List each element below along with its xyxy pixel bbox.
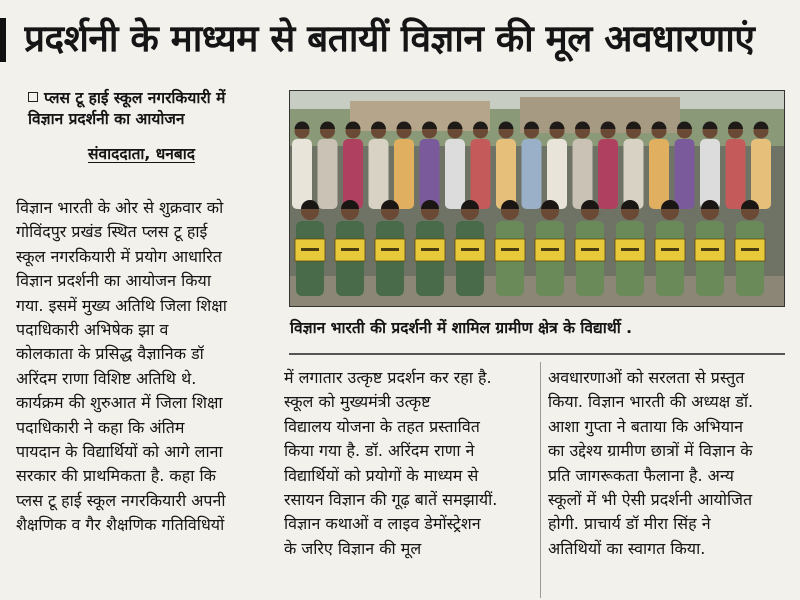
square-bullet-icon — [28, 92, 38, 102]
text-line: का उद्देश्य ग्रामीण छात्रों में विज्ञान के — [548, 441, 753, 461]
text-line: सरकार की प्राथमिकता है. कहा कि — [16, 466, 216, 486]
subhead-line-2: विज्ञान प्रदर्शनी का आयोजन — [28, 110, 185, 128]
text-line: प्रति जागरूकता फैलाना है. अन्य — [548, 465, 734, 485]
text-line: में लगातार उत्कृष्ट प्रदर्शन कर रहा है. — [284, 368, 492, 387]
text-line: के जरिए विज्ञान की मूल — [284, 538, 422, 558]
headline-marker-bar — [0, 18, 6, 62]
subhead-line-1: प्लस टू हाई स्कूल नगरकियारी में — [28, 88, 283, 109]
text-line: विद्यार्थियों को प्रयोगों के माध्यम से — [284, 465, 479, 485]
text-line: किया. विज्ञान भारती की अध्यक्ष डॉ. — [548, 392, 754, 412]
text-line: गया. इसमें मुख्य अतिथि जिला शिक्षा — [16, 295, 227, 315]
text-line: विज्ञान प्रदर्शनी का आयोजन किया — [16, 271, 211, 291]
text-line: विज्ञान कथाओं व लाइव डेमोंस्ट्रेशन — [284, 514, 481, 534]
text-line: अतिथियों का स्वागत किया. — [548, 538, 706, 558]
column-divider — [540, 362, 541, 598]
text-line: विज्ञान भारती के ओर से शुक्रवार को — [16, 198, 224, 217]
byline: संवाददाता, धनबाद — [88, 145, 195, 163]
text-line: स्कूल को मुख्यमंत्री उत्कृष्ट — [284, 392, 431, 412]
text-line: किया गया है. डॉ. अरिंदम राणा ने — [284, 441, 475, 461]
text-line: शैक्षणिक व गैर शैक्षणिक गतिविधियों — [16, 515, 225, 535]
text-line: गोविंदपुर प्रखंड स्थित प्लस टू हाई — [16, 222, 208, 242]
text-line: कार्यक्रम की शुरुआत में जिला शिक्षा — [16, 393, 223, 413]
text-line: अवधारणाओं को सरलता से प्रस्तुत — [548, 368, 745, 387]
text-line: पदाधिकारी अभिषेक झा व — [16, 319, 169, 339]
subheadline — [28, 88, 283, 130]
text-line: पायदान के विद्यार्थियों को आगे लाना — [16, 441, 223, 461]
text-line: आशा गुप्ता ने बताया कि अभियान — [548, 416, 744, 436]
text-line: रसायन विज्ञान की गूढ़ बातें समझायीं. — [284, 489, 498, 509]
photo-caption: विज्ञान भारती की प्रदर्शनी में शामिल ग्रामीण क्षेत्र के विद्यार्थी . — [290, 319, 633, 337]
text-line: होगी. प्राचार्य डॉ मीरा सिंह ने — [548, 514, 711, 534]
text-line: पदाधिकारी ने कहा कि अंतिम — [16, 417, 185, 437]
text-line: प्लस टू हाई स्कूल नगरकियारी अपनी — [16, 490, 226, 510]
caption-divider — [289, 353, 785, 355]
article-column-3 — [548, 366, 788, 561]
news-photo — [289, 90, 785, 307]
headline: प्रदर्शनी के माध्यम से बतायीं विज्ञान की मूल अवधारणाएं — [24, 17, 755, 60]
text-line: अरिंदम राणा विशिष्ट अतिथि थे. — [16, 368, 197, 388]
article-column-1 — [16, 196, 282, 537]
group-photo-illustration — [290, 91, 784, 306]
text-line: स्कूल नगरकियारी में प्रयोग आधारित — [16, 246, 222, 266]
text-line: विद्यालय योजना के तहत प्रस्तावित — [284, 416, 480, 436]
text-line: कोलकाता के प्रसिद्ध वैज्ञानिक डॉ — [16, 344, 204, 364]
article-column-2 — [284, 366, 526, 561]
text-line: स्कूलों में भी ऐसी प्रदर्शनी आयोजित — [548, 489, 753, 509]
